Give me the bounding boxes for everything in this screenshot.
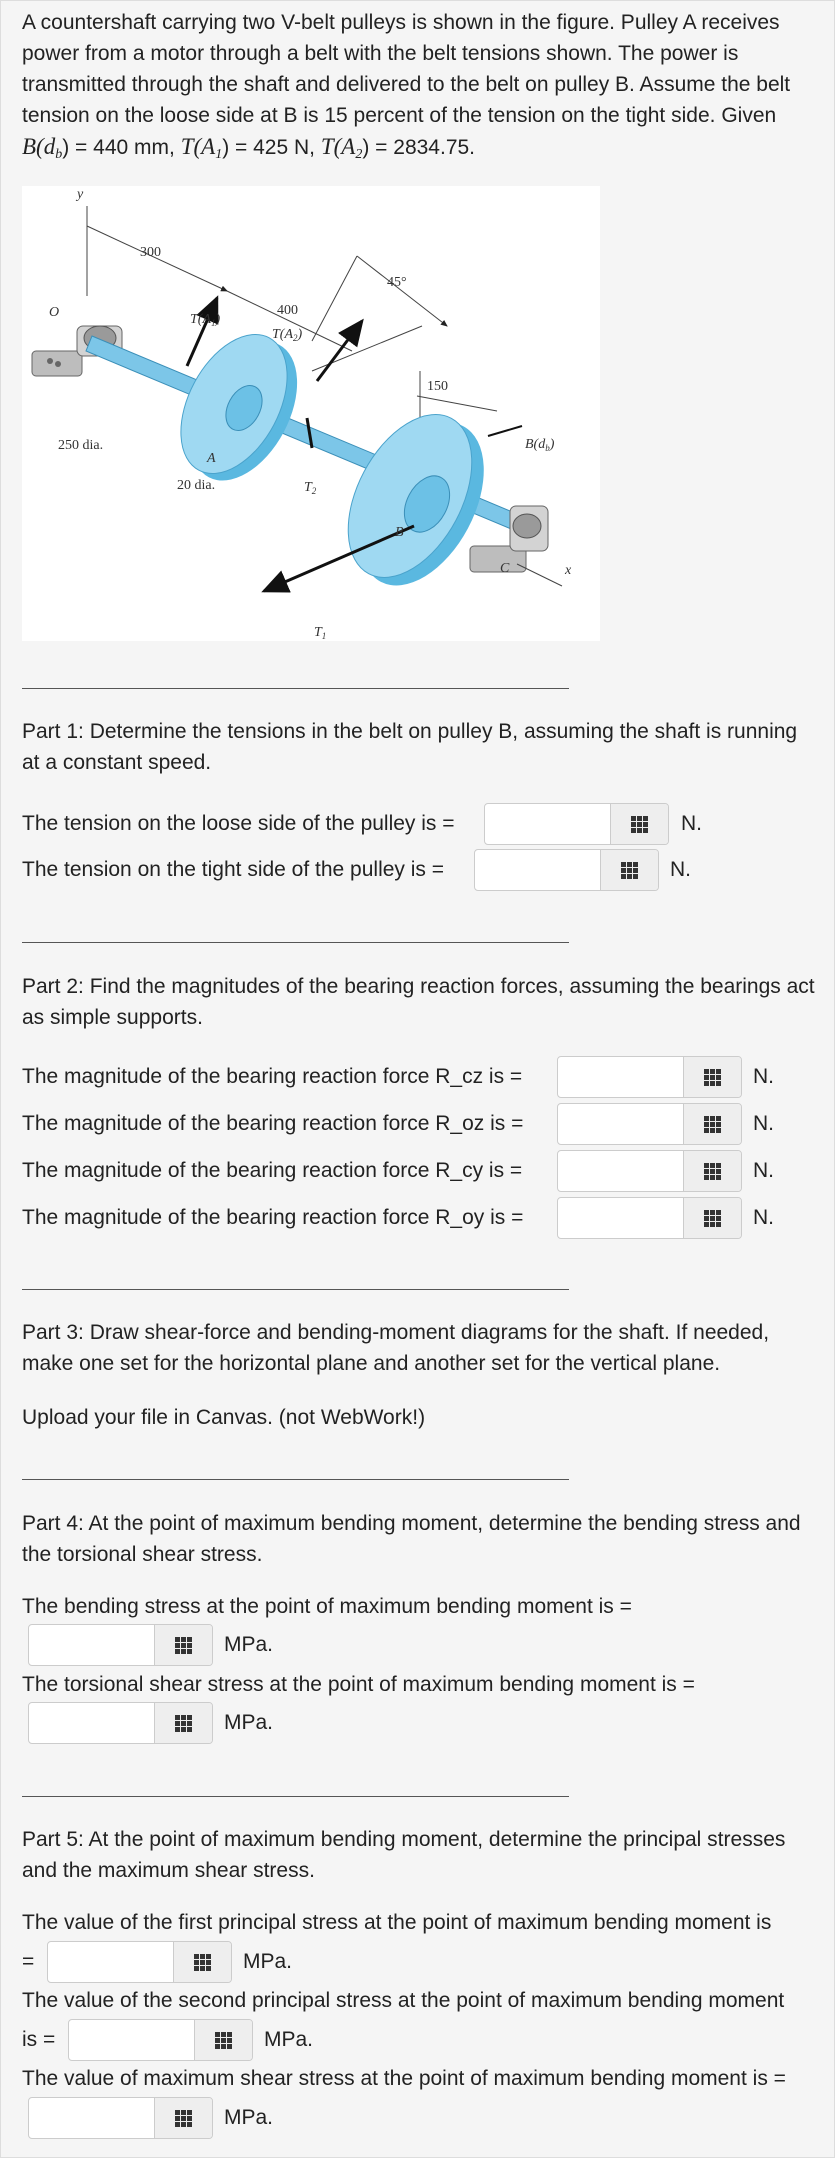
part2-roz-answer xyxy=(557,1103,742,1145)
part5-q2-unit: MPa. xyxy=(264,2028,314,2051)
part5-q1-label-cont: = xyxy=(22,1950,35,1973)
intro-text: A countershaft carrying two V-belt pulleys is shown in the figure. Pulley A receives power from a motor through a belt with the belt tensions shown. The power is transmitted through the shaft and delivered to the belt on pulley B. Assume the belt tension on the loose side at B is 15 percent of the tension on the tight side. xyxy=(22,11,791,127)
intro-paragraph xyxy=(22,7,817,170)
part2-rcz-keypad-button[interactable] xyxy=(683,1057,741,1097)
given-b-value: ) = 440 mm, xyxy=(62,136,175,159)
divider-3 xyxy=(22,1289,569,1290)
label-a: A xyxy=(207,451,216,466)
part5-q1-label: The value of the first principal stress at the point of maximum bending moment is xyxy=(22,1911,772,1934)
part2-q4-label: The magnitude of the bearing reaction force R_oy is = xyxy=(22,1206,524,1229)
part3-text: Part 3: Draw shear-force and bending-moment diagrams for the shaft. If needed, make one set for the horizontal plane and another set for the vertical plane. xyxy=(22,1321,770,1375)
label-c: C xyxy=(500,561,510,576)
divider-1 xyxy=(22,688,569,689)
part2-rcy-input[interactable] xyxy=(558,1151,684,1191)
part4-text: Part 4: At the point of maximum bending moment, determine the bending stress and the torsional shear stress. xyxy=(22,1512,801,1566)
part5-first-principal-keypad-button[interactable] xyxy=(173,1942,231,1982)
label-ta1: $T(A_1)$ xyxy=(190,312,221,328)
part1-loose-tension-keypad-button[interactable] xyxy=(610,804,668,844)
part2-rcy-answer xyxy=(557,1150,742,1192)
part1-q2-label: The tension on the tight side of the pulley is = xyxy=(22,858,445,881)
part1-loose-tension-input[interactable] xyxy=(485,804,611,844)
label-250-dia: 250 dia. xyxy=(58,438,104,453)
keypad-grid-icon xyxy=(631,816,648,833)
part5-q1-unit: MPa. xyxy=(243,1950,293,1973)
part5-max-shear-input[interactable] xyxy=(29,2098,155,2138)
keypad-grid-icon xyxy=(194,1954,211,1971)
part5-text: Part 5: At the point of maximum bending moment, determine the principal stresses and the maximum shear stress. xyxy=(22,1828,786,1882)
ta2-arrow xyxy=(317,321,362,381)
given-ta2-value: ) = 2834.75. xyxy=(362,136,476,159)
label-400: 400 xyxy=(277,303,298,318)
label-45: 45° xyxy=(387,275,407,290)
part5-max-shear-keypad-button[interactable] xyxy=(154,2098,212,2138)
dim-150-line xyxy=(417,396,497,411)
part5-second-principal-answer xyxy=(68,2019,253,2061)
part4-bending-stress-answer xyxy=(28,1624,213,1666)
keypad-grid-icon xyxy=(175,2110,192,2127)
part2-q1-unit: N. xyxy=(753,1065,774,1088)
part2-q3-label: The magnitude of the bearing reaction force R_cy is = xyxy=(22,1159,523,1182)
given-ta2-symbol: $T(A_2$ xyxy=(320,134,363,162)
label-20-dia: 20 dia. xyxy=(177,478,216,493)
part5-first-principal-answer xyxy=(47,1941,232,1983)
part1-tight-tension-answer xyxy=(474,849,659,891)
part2-roz-keypad-button[interactable] xyxy=(683,1104,741,1144)
part2-q4-unit: N. xyxy=(753,1206,774,1229)
part4-bending-stress-keypad-button[interactable] xyxy=(154,1625,212,1665)
part1-tight-tension-input[interactable] xyxy=(475,850,601,890)
divider-5 xyxy=(22,1796,569,1797)
keypad-grid-icon xyxy=(175,1637,192,1654)
part1-q1-unit: N. xyxy=(681,812,702,835)
part1-tight-tension-keypad-button[interactable] xyxy=(600,850,658,890)
part4-torsional-shear-input[interactable] xyxy=(29,1703,155,1743)
angle-line-1 xyxy=(312,256,357,341)
part2-rcz-input[interactable] xyxy=(558,1057,684,1097)
part5-second-principal-keypad-button[interactable] xyxy=(194,2020,252,2060)
part4-torsional-shear-answer xyxy=(28,1702,213,1744)
part2-text: Part 2: Find the magnitudes of the bearing reaction forces, assuming the bearings act as simple supports. xyxy=(22,975,815,1029)
part5-second-principal-input[interactable] xyxy=(69,2020,195,2060)
part5-q2-label: The value of the second principal stress at the point of maximum bending moment xyxy=(22,1989,785,2012)
bdb-leader xyxy=(488,426,522,436)
part2-q2-label: The magnitude of the bearing reaction force R_oz is = xyxy=(22,1112,524,1135)
part2-roy-input[interactable] xyxy=(558,1198,684,1238)
keypad-grid-icon xyxy=(175,1715,192,1732)
part2-rcy-keypad-button[interactable] xyxy=(683,1151,741,1191)
keypad-grid-icon xyxy=(704,1116,721,1133)
divider-2 xyxy=(22,942,569,943)
label-150: 150 xyxy=(427,379,448,394)
part1-loose-tension-answer xyxy=(484,803,669,845)
part1-text: Part 1: Determine the tensions in the belt on pulley B, assuming the shaft is running at a constant speed. xyxy=(22,720,798,774)
part2-roy-keypad-button[interactable] xyxy=(683,1198,741,1238)
part2-roy-answer xyxy=(557,1197,742,1239)
part2-q1-label: The magnitude of the bearing reaction force R_cz is = xyxy=(22,1065,523,1088)
keypad-grid-icon xyxy=(704,1163,721,1180)
part2-q2-unit: N. xyxy=(753,1112,774,1135)
part5-q3-label: The value of maximum shear stress at the point of maximum bending moment is = xyxy=(22,2067,786,2090)
keypad-grid-icon xyxy=(704,1210,721,1227)
part2-q3-unit: N. xyxy=(753,1159,774,1182)
ta1-arrow xyxy=(187,298,217,366)
part5-max-shear-answer xyxy=(28,2097,213,2139)
divider-4 xyxy=(22,1479,569,1480)
part4-bending-stress-input[interactable] xyxy=(29,1625,155,1665)
label-t2: $T_2$ xyxy=(304,480,317,496)
label-x: x xyxy=(565,563,572,578)
part4-q1-label: The bending stress at the point of maximum bending moment is = xyxy=(22,1595,632,1618)
part1-q1-label: The tension on the loose side of the pulley is = xyxy=(22,812,455,835)
part5-q2-label-cont: is = xyxy=(22,2028,56,2051)
part4-q2-label: The torsional shear stress at the point of maximum bending moment is = xyxy=(22,1673,695,1696)
given-ta1-symbol: $T(A_1$ xyxy=(180,134,223,162)
part2-roz-input[interactable] xyxy=(558,1104,684,1144)
label-300: 300 xyxy=(140,245,161,260)
part3-upload-note: Upload your file in Canvas. (not WebWork!) xyxy=(22,1406,426,1429)
pulley-a xyxy=(159,317,319,499)
part4-torsional-shear-keypad-button[interactable] xyxy=(154,1703,212,1743)
label-t1: $T_1$ xyxy=(314,625,327,641)
given-ta1-value: ) = 425 N, xyxy=(222,136,315,159)
part2-rcz-answer xyxy=(557,1056,742,1098)
label-ta2: $T(A_2)$ xyxy=(272,327,303,343)
label-b: B xyxy=(395,525,404,540)
keypad-grid-icon xyxy=(621,862,638,879)
given-b-symbol: $B(d_b$ xyxy=(22,134,63,162)
part4-q2-unit: MPa. xyxy=(224,1711,274,1734)
angle-line-2 xyxy=(357,256,447,326)
part1-q2-unit: N. xyxy=(670,858,691,881)
label-bdb: $B(d_b)$ xyxy=(525,437,555,453)
part4-q1-unit: MPa. xyxy=(224,1633,274,1656)
label-o: O xyxy=(49,305,60,320)
countershaft-figure xyxy=(22,186,600,641)
countershaft-drawing xyxy=(22,186,600,641)
label-y: y xyxy=(77,187,84,202)
part5-q3-unit: MPa. xyxy=(224,2106,274,2129)
part5-first-principal-input[interactable] xyxy=(48,1942,174,1982)
given-prefix: Given xyxy=(721,104,777,127)
keypad-grid-icon xyxy=(215,2032,232,2049)
keypad-grid-icon xyxy=(704,1069,721,1086)
